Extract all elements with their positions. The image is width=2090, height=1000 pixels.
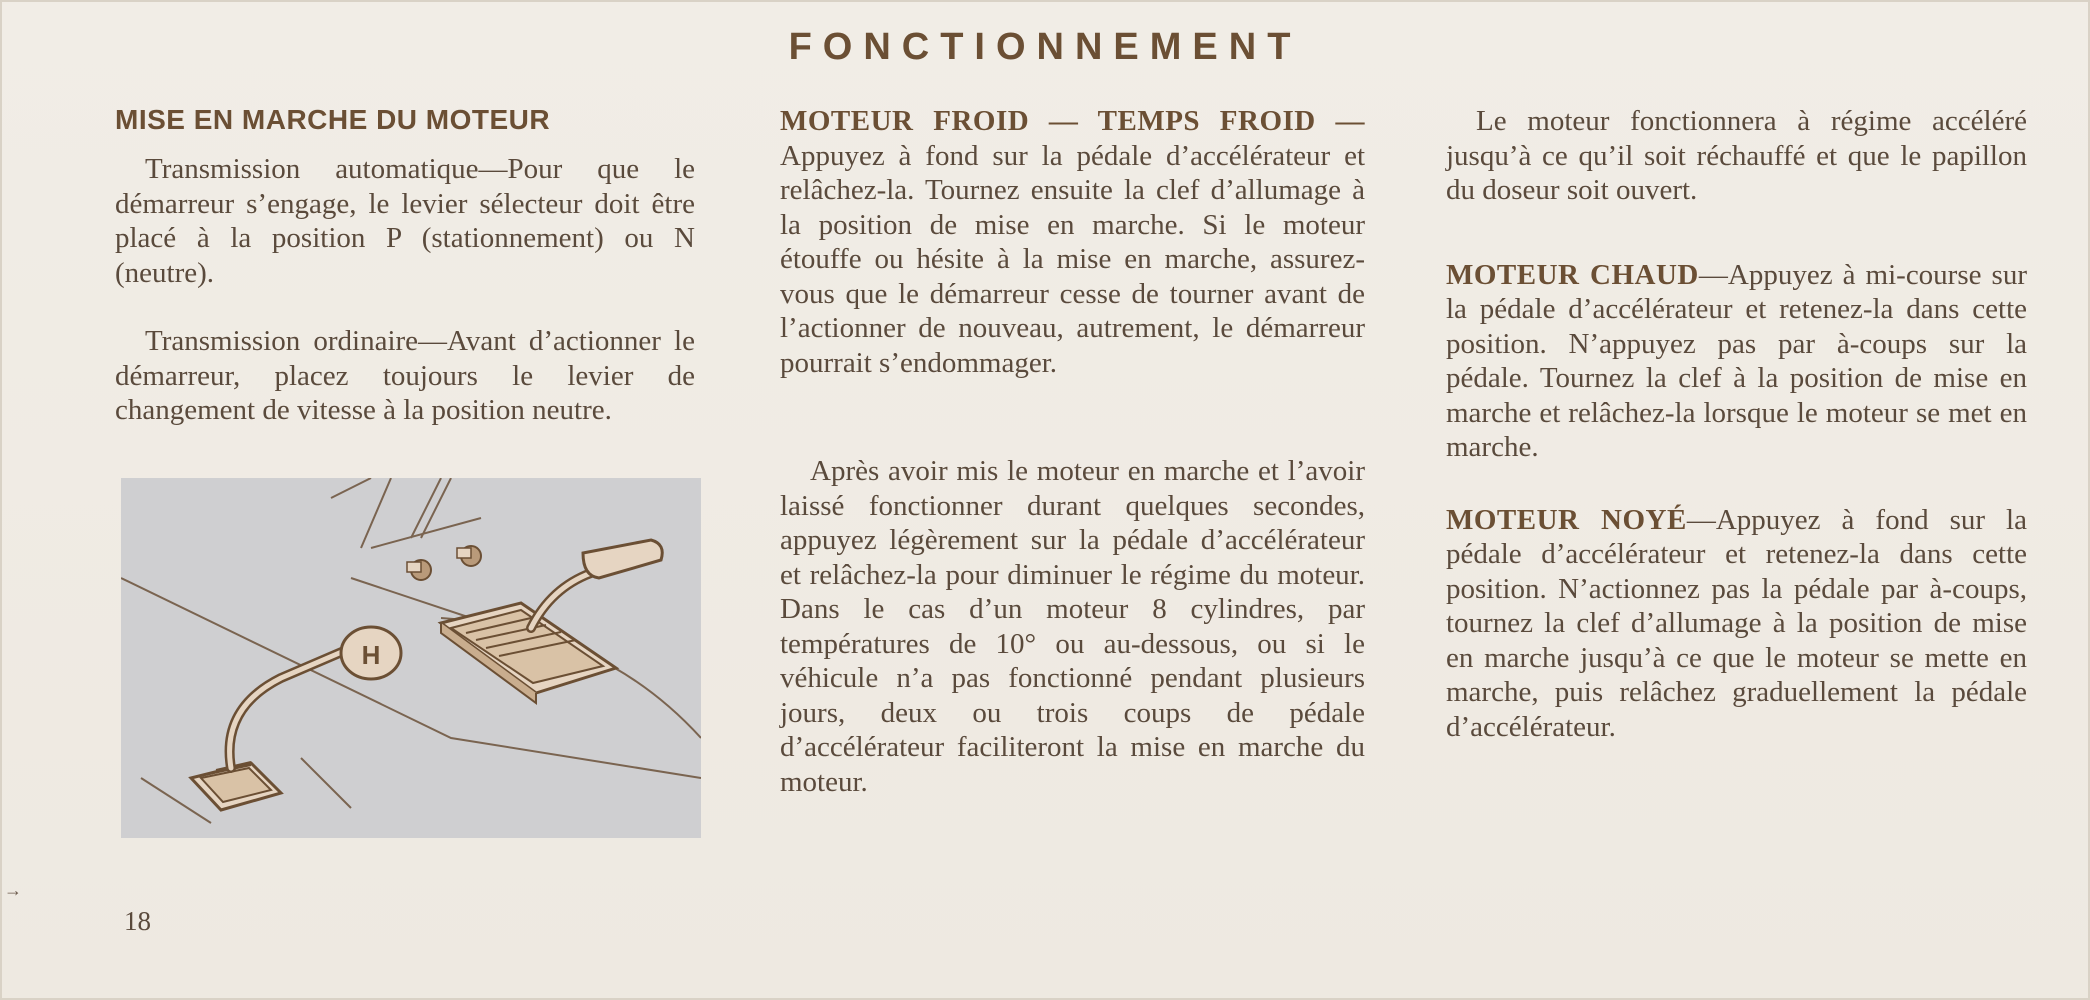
section-heading-starting-engine: MISE EN MARCHE DU MOTEUR — [115, 104, 551, 135]
paragraph-after-start: Après avoir mis le moteur en marche et l’avoir laissé fonctionner durant quelques secondes, appuyez légèrement sur la pédale d’accélérateur et relâchez-la pour diminuer le régime du moteur. Dans le cas d’un moteur 8 cylindres, par températures de 10° ou au-dessous, ou si le véhicule n’a pas fonctionné pendant plusieurs jours, deux ou trois coups de pédale d’accélérateur faciliteront la mise en marche du moteur. — [780, 455, 1365, 798]
lead-cold-engine: MOTEUR FROID — TEMPS FROID — — [780, 105, 1365, 137]
page-number: 18 — [124, 906, 151, 936]
shift-knob-letter: H — [361, 640, 381, 670]
paragraph-cold-engine — [780, 104, 1365, 380]
paragraph-manual-transmission: Transmission ordinaire—Avant d’actionner le démarreur, placez toujours le levier de changement de vitesse à la position neutre. — [115, 325, 695, 426]
paragraph-fast-idle: Le moteur fonctionnera à régime accéléré jusqu’à ce qu’il soit réchauffé et que le papillon du doseur soit ouvert. — [1446, 105, 2027, 206]
lead-hot-engine: MOTEUR CHAUD — [1446, 258, 1699, 291]
paragraph-hot-engine — [1446, 258, 2027, 465]
column-left — [115, 104, 695, 462]
text-hot-engine: —Appuyez à mi-course sur la pédale d’accélérateur et retenez-la dans cette position. N’appuyez pas par à-coups sur la pédale. Tournez la clef à la position de mise en marche et relâchez-la lorsque le moteur se met en marche. — [1446, 258, 2027, 463]
column-middle — [780, 104, 1365, 799]
paragraph-automatic-transmission: Transmission automatique—Pour que le démarreur s’engage, le levier sélecteur doit être placé à la position P (stationnement) ou N (neutre). — [115, 153, 695, 289]
lead-flooded-engine: MOTEUR NOYÉ — [1446, 503, 1687, 536]
page-title: FONCTIONNEMENT — [788, 26, 1302, 68]
column-right — [1446, 104, 2027, 782]
text-flooded-engine: —Appuyez à fond sur la pédale d’accélérateur et retenez-la dans cette position. N’actionnez pas la pédale par à-coups, tournez la clef d’allumage à la position de mise en marche jusqu’à ce que le moteur se mette en marche, puis relâchez graduellement la pédale d’accélérateur. — [1446, 503, 2027, 743]
paragraph-flooded-engine — [1446, 503, 2027, 745]
gear-lever-illustration — [121, 478, 701, 838]
text-cold-engine: Appuyez à fond sur la pédale d’accélérateur et relâchez-la. Tournez ensuite la clef d’allumage à la position de mise en marche. Si le moteur étouffe ou hésite à la mise en marche, assurez-vous que le démarreur cesse de tourner avant de l’actionner de nouveau, autrement, le démarreur pourrait s’endommager. — [780, 139, 1365, 379]
margin-mark: → — [4, 880, 22, 900]
